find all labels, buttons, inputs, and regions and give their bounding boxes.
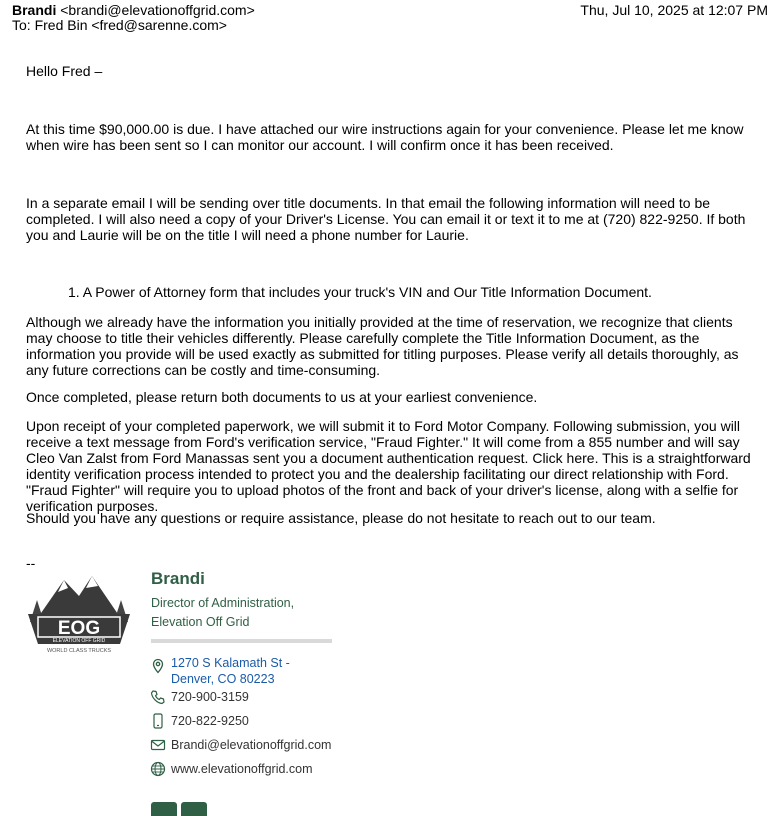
paragraph-questions: Should you have any questions or require assistance, please do not hesitate to reach out to our team. xyxy=(26,510,656,526)
envelope-icon xyxy=(150,737,166,753)
paragraph-return: Once completed, please return both documents to us at your earliest convenience. xyxy=(26,389,538,405)
signature-title-role: Director of Administration, xyxy=(151,596,295,610)
phone-icon xyxy=(150,689,166,705)
email-text: Brandi@elevationoffgrid.com xyxy=(171,738,332,752)
sender-name: Brandi xyxy=(12,2,57,18)
signature-name: Brandi xyxy=(151,569,205,588)
mobile-phone-icon xyxy=(150,713,166,729)
phone2-row[interactable] xyxy=(150,713,249,729)
sent-date: Thu, Jul 10, 2025 at 12:07 PM xyxy=(580,2,768,18)
website-row[interactable] xyxy=(150,761,313,777)
website-text: www.elevationoffgrid.com xyxy=(171,762,313,776)
paragraph-title-info: Although we already have the information you initially provided at the time of reservation, we recognize that clients may choose to title their vehicles differently. Please carefully complete the Title Information Document, as the information you provide will be used exactly as submitted for titling purposes. Please verify all details thoroughly, as any future corrections can be costly and time-consuming. xyxy=(26,314,739,378)
sender-line xyxy=(12,2,255,18)
sender-email[interactable]: <brandi@elevationoffgrid.com> xyxy=(60,2,255,18)
address-row xyxy=(150,658,171,674)
list-item: 1. A Power of Attorney form that includes your truck's VIN and Our Title Information Document. xyxy=(68,284,652,300)
paragraph-wire: At this time $90,000.00 is due. I have attached our wire instructions again for your convenience. Please let me know when wire has been sent so I can monitor our account. I will confirm once it has been received. xyxy=(26,121,744,153)
address-city: Denver, CO 80223 xyxy=(171,672,275,686)
location-pin-icon xyxy=(150,658,166,674)
phone1-row[interactable] xyxy=(150,689,249,705)
signature-title xyxy=(151,594,294,632)
email-row[interactable] xyxy=(150,737,331,753)
recipient-line: To: Fred Bin <fred@sarenne.com> xyxy=(12,17,227,33)
logo-subtext: ELEVATION OFF GRID xyxy=(52,638,106,644)
greeting: Hello Fred – xyxy=(26,63,103,79)
facebook-icon[interactable] xyxy=(181,802,207,816)
globe-icon xyxy=(150,761,166,777)
paragraph-fraud-fighter: Upon receipt of your completed paperwork, we will submit it to Ford Motor Company. Following submission, you will receive a text message from Ford's verification service, "Fraud Fighter." It will come from a 855 number and will say Cleo Van Zalst from Ford Manassas sent you a document authentication request. Click here. This is a straightforward identity verification process intended to protect you and the dealership facilitating our direct relationship with Ford. "Fraud Fighter" will require you to upload photos of the front and back of your driver's license, along with a selfie for verification purposes. xyxy=(26,418,751,514)
address-street: 1270 S Kalamath St - xyxy=(171,656,290,670)
signature-separator: -- xyxy=(26,555,36,571)
logo-tagline: WORLD CLASS TRUCKS xyxy=(46,648,112,654)
address-link[interactable] xyxy=(171,655,290,687)
company-logo xyxy=(24,570,134,660)
phone1-text: 720-900-3159 xyxy=(171,690,249,704)
phone2-text: 720-822-9250 xyxy=(171,714,249,728)
signature-title-company: Elevation Off Grid xyxy=(151,615,250,629)
logo-text: EOG xyxy=(57,618,101,639)
signature-divider xyxy=(151,639,332,643)
instagram-icon[interactable] xyxy=(151,802,177,816)
paragraph-title-docs: In a separate email I will be sending over title documents. In that email the following information will need to be completed. I will also need a copy of your Driver's License. You can email it or text it to me at (720) 822-9250. If both you and Laurie will be on the title I will need a phone number for Laurie. xyxy=(26,195,746,243)
mountain-logo-icon xyxy=(24,570,134,660)
